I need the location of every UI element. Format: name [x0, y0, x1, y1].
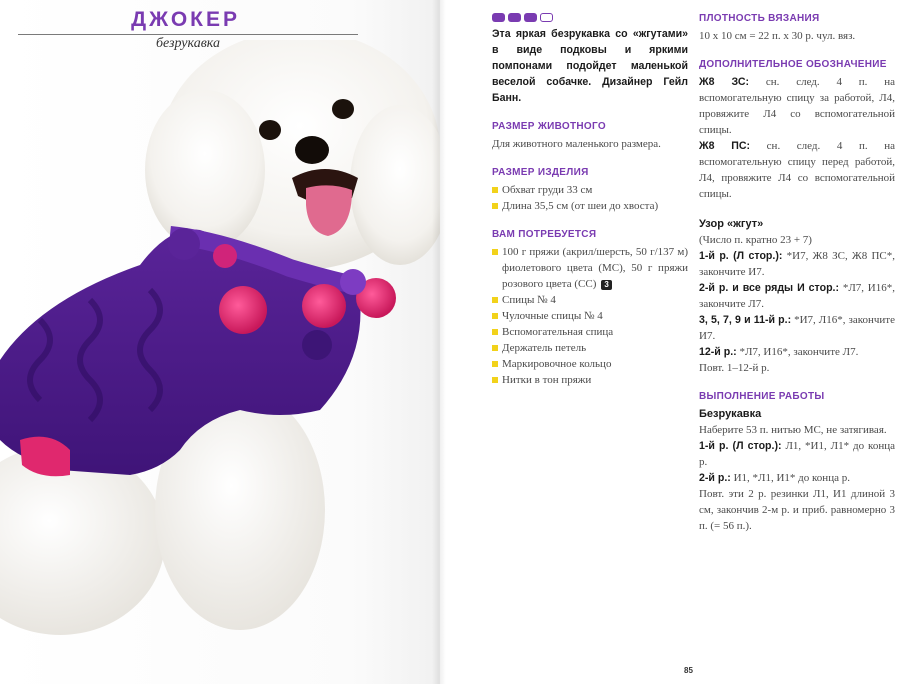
garment-size-list [492, 182, 688, 214]
list-item: Нитки в тон пряжи [492, 372, 688, 388]
abbreviation-item: Ж8 ЗС: сн. след. 4 п. на вспомогательную спицу за работой, Л4, провяжите Л4 со вспомогательной спицы. [699, 76, 896, 136]
difficulty-bar-empty [540, 13, 553, 22]
pattern-row: 12-й р.: *Л7, И16*, закончите Л7. [699, 346, 859, 358]
pompom [302, 284, 346, 328]
pompom [168, 228, 200, 260]
section-heading: ВЫПОЛНЕНИЕ РАБОТЫ [699, 391, 825, 402]
list-item: Чулочные спицы № 4 [492, 308, 688, 324]
pattern-heading: Узор «жгут» [699, 218, 764, 230]
list-item: Спицы № 4 [492, 292, 688, 308]
section-heading: ПЛОТНОСТЬ ВЯЗАНИЯ [699, 13, 820, 24]
pattern-row: 3, 5, 7, 9 и 11-й р.: *И7, Л16*, закончите И7. [699, 314, 895, 342]
title-divider [18, 34, 358, 35]
dog-eye-right [332, 99, 354, 119]
instruction-finish: Повт. эти 2 р. резинки Л1, И1 длиной 3 см, закончив 2-м р. и приб. равномерно 3 п. (= 56 п.). [699, 488, 895, 532]
intro-text: Эта яркая безрукавка со «жгутами» в виде подковы и яркими помпонами подойдет маленькой веселой собачке. Дизайнер Гейл Банн. [492, 28, 688, 104]
page-title: ДЖОКЕР [131, 8, 240, 31]
book-gutter [432, 0, 446, 684]
yarn-text: 100 г пряжи (акрил/шерсть, 50 г/137 м) фиолетового цвета (МС), 50 г пряжи розового цвета (СС) [502, 246, 688, 290]
dog-hind-leg [0, 445, 165, 635]
dog-ear-left [145, 90, 265, 250]
list-item: Держатель петель [492, 340, 688, 356]
left-page [0, 0, 440, 684]
section-heading: ВАМ ПОТРЕБУЕТСЯ [492, 229, 597, 240]
list-item: Обхват груди 33 см [492, 182, 688, 198]
difficulty-bar-filled [492, 13, 505, 22]
difficulty-icon [492, 12, 688, 22]
difficulty-bar-filled [524, 13, 537, 22]
materials-list [492, 244, 688, 388]
instruction-row: 1-й р. (Л стор.): Л1, *И1, Л1* до конца р. [699, 440, 895, 468]
dog-nose [295, 136, 329, 164]
pompom [302, 330, 332, 360]
pompom [213, 244, 237, 268]
page-subtitle: безрукавка [155, 36, 220, 51]
list-item: Длина 35,5 см (от шеи до хвоста) [492, 198, 688, 214]
list-item: Вспомогательная спица [492, 324, 688, 340]
right-column [699, 12, 895, 534]
pattern-repeat: Повт. 1–12-й р. [699, 362, 770, 374]
cast-on-text: Наберите 53 п. нитью МС, не затягивая. [699, 424, 887, 436]
section-heading: РАЗМЕР ЖИВОТНОГО [492, 121, 606, 132]
difficulty-bar-filled [508, 13, 521, 22]
animal-size-text: Для животного маленького размера. [492, 138, 661, 150]
pompom [219, 286, 267, 334]
dog-eye-left [259, 120, 281, 140]
page-number: 85 [684, 666, 693, 675]
section-heading: РАЗМЕР ИЗДЕЛИЯ [492, 167, 589, 178]
pattern-row: 2-й р. и все ряды И стор.: *Л7, И16*, закончите Л7. [699, 282, 896, 310]
section-heading: ДОПОЛНИТЕЛЬНОЕ ОБОЗНАЧЕНИЕ [699, 59, 887, 70]
instruction-row: 2-й р.: И1, *Л1, И1* до конца р. [699, 472, 850, 484]
left-column [492, 12, 688, 388]
right-page [446, 0, 915, 684]
title-block [18, 8, 358, 52]
list-item: Маркировочное кольцо [492, 356, 688, 372]
gauge-text: 10 х 10 см = 22 п. х 30 р. чул. вяз. [699, 30, 856, 42]
pattern-note: (Число п. кратно 23 + 7) [699, 234, 812, 246]
abbreviation-item: Ж8 ПС: сн. след. 4 п. на вспомогательную спицу перед работой, Л4, провяжите Л4 со вспомогательной спицы. [699, 140, 895, 200]
list-item [492, 244, 688, 292]
dog-photo [0, 40, 440, 680]
yarn-weight-icon: 3 [601, 280, 612, 290]
pompom [340, 269, 366, 295]
pattern-row: 1-й р. (Л стор.): *И7, Ж8 ЗС, Ж8 ПС*, закончите И7. [699, 250, 895, 278]
instructions-subheading: Безрукавка [699, 408, 762, 420]
